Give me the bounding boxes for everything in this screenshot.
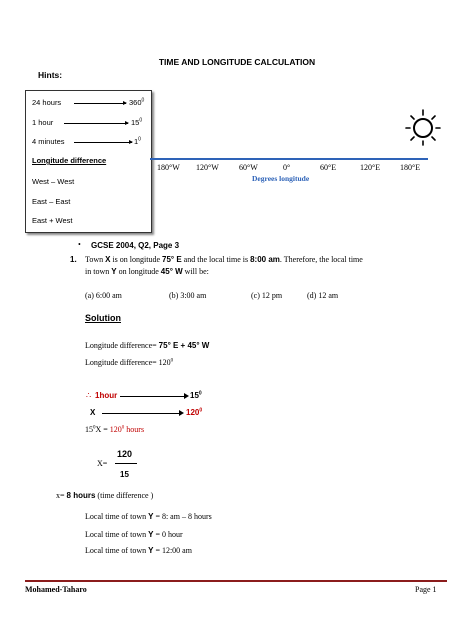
longitude-difference-heading: Longitude difference — [32, 156, 107, 165]
longitude-label: 120°E — [360, 163, 381, 172]
local-time-step-3: Local time of town Y = 12:00 am — [85, 546, 192, 555]
question-line-2: in town Y on longitude 45° W will be: — [85, 267, 209, 276]
longitude-label: 0° — [283, 163, 291, 172]
option-b: (b) 3:00 am — [169, 291, 207, 300]
arrow-icon — [64, 123, 128, 124]
option-a: (a) 6:00 am — [85, 291, 122, 300]
arrow-icon — [74, 142, 132, 143]
question-heading: GCSE 2004, Q2, Page 3 — [91, 241, 180, 250]
arrow-icon — [102, 413, 181, 414]
arrowhead-icon — [179, 410, 184, 416]
longitude-label: 60°W — [239, 163, 258, 172]
arrow-icon — [120, 396, 186, 397]
longitude-label: 180°W — [157, 163, 180, 172]
longitude-difference-step-1: Longitude difference= 75° E + 45° W — [85, 341, 210, 350]
arrowhead-icon — [184, 393, 189, 399]
longitude-label: 120°W — [196, 163, 219, 172]
hint-east-west: East + West — [32, 216, 73, 225]
x-label: X — [90, 408, 96, 417]
longitude-label: 60°E — [320, 163, 337, 172]
longitude-line — [150, 158, 428, 160]
fifteen-degrees: $15^0$ — [190, 390, 202, 400]
fraction-denominator: 15 — [120, 470, 129, 479]
degrees-longitude-label: Degrees longitude — [252, 174, 310, 183]
arrow-icon — [74, 103, 126, 104]
option-c: (c) 12 pm — [251, 291, 283, 300]
hint-360: $360^0$ — [129, 97, 145, 107]
question-line-1: Town X is on longitude 75° E and the local time is 8:00 am. Therefore, the local time — [85, 255, 363, 264]
hint-1-hour: 1 hour — [32, 118, 54, 127]
proportion-equation: $15^0X = 120^0$ hours — [85, 425, 145, 434]
hint-15: $15^0$ — [131, 117, 143, 127]
footer-author: Mohamed-Taharo — [25, 585, 87, 594]
result-line: x= 8 hours (time difference ) — [56, 491, 154, 500]
fraction-numerator: 120 — [117, 449, 133, 459]
one-hour-label: 1hour — [95, 391, 118, 400]
footer-page-number: Page 1 — [415, 585, 437, 594]
fraction-bar — [115, 463, 137, 464]
local-time-step-1: Local time of town Y = 8: am – 8 hours — [85, 512, 212, 521]
hint-24-hours: 24 hours — [32, 98, 62, 107]
sun-icon — [405, 107, 441, 147]
hint-west-west: West – West — [32, 177, 75, 186]
longitude-difference-step-2: Longitude difference= $120^0$ — [85, 358, 174, 367]
bullet-icon: • — [78, 240, 81, 249]
hints-box — [25, 90, 152, 233]
hint-east-east: East – East — [32, 197, 71, 206]
page-title: TIME AND LONGITUDE CALCULATION — [158, 57, 316, 67]
question-number: 1. — [70, 255, 77, 264]
longitude-label: 180°E — [400, 163, 421, 172]
hints-label: Hints: — [38, 70, 63, 80]
footer-rule — [25, 580, 447, 582]
hint-1: $1^0$ — [134, 136, 141, 146]
one-twenty-degrees: $120^0$ — [186, 407, 203, 417]
local-time-step-2: Local time of town Y = 0 hour — [85, 530, 183, 539]
option-d: (d) 12 am — [307, 291, 339, 300]
hint-4-minutes: 4 minutes — [32, 137, 65, 146]
fraction-x-label: X= — [97, 459, 108, 468]
solution-heading: Solution — [85, 313, 121, 323]
therefore-symbol: ∴ — [86, 391, 92, 400]
